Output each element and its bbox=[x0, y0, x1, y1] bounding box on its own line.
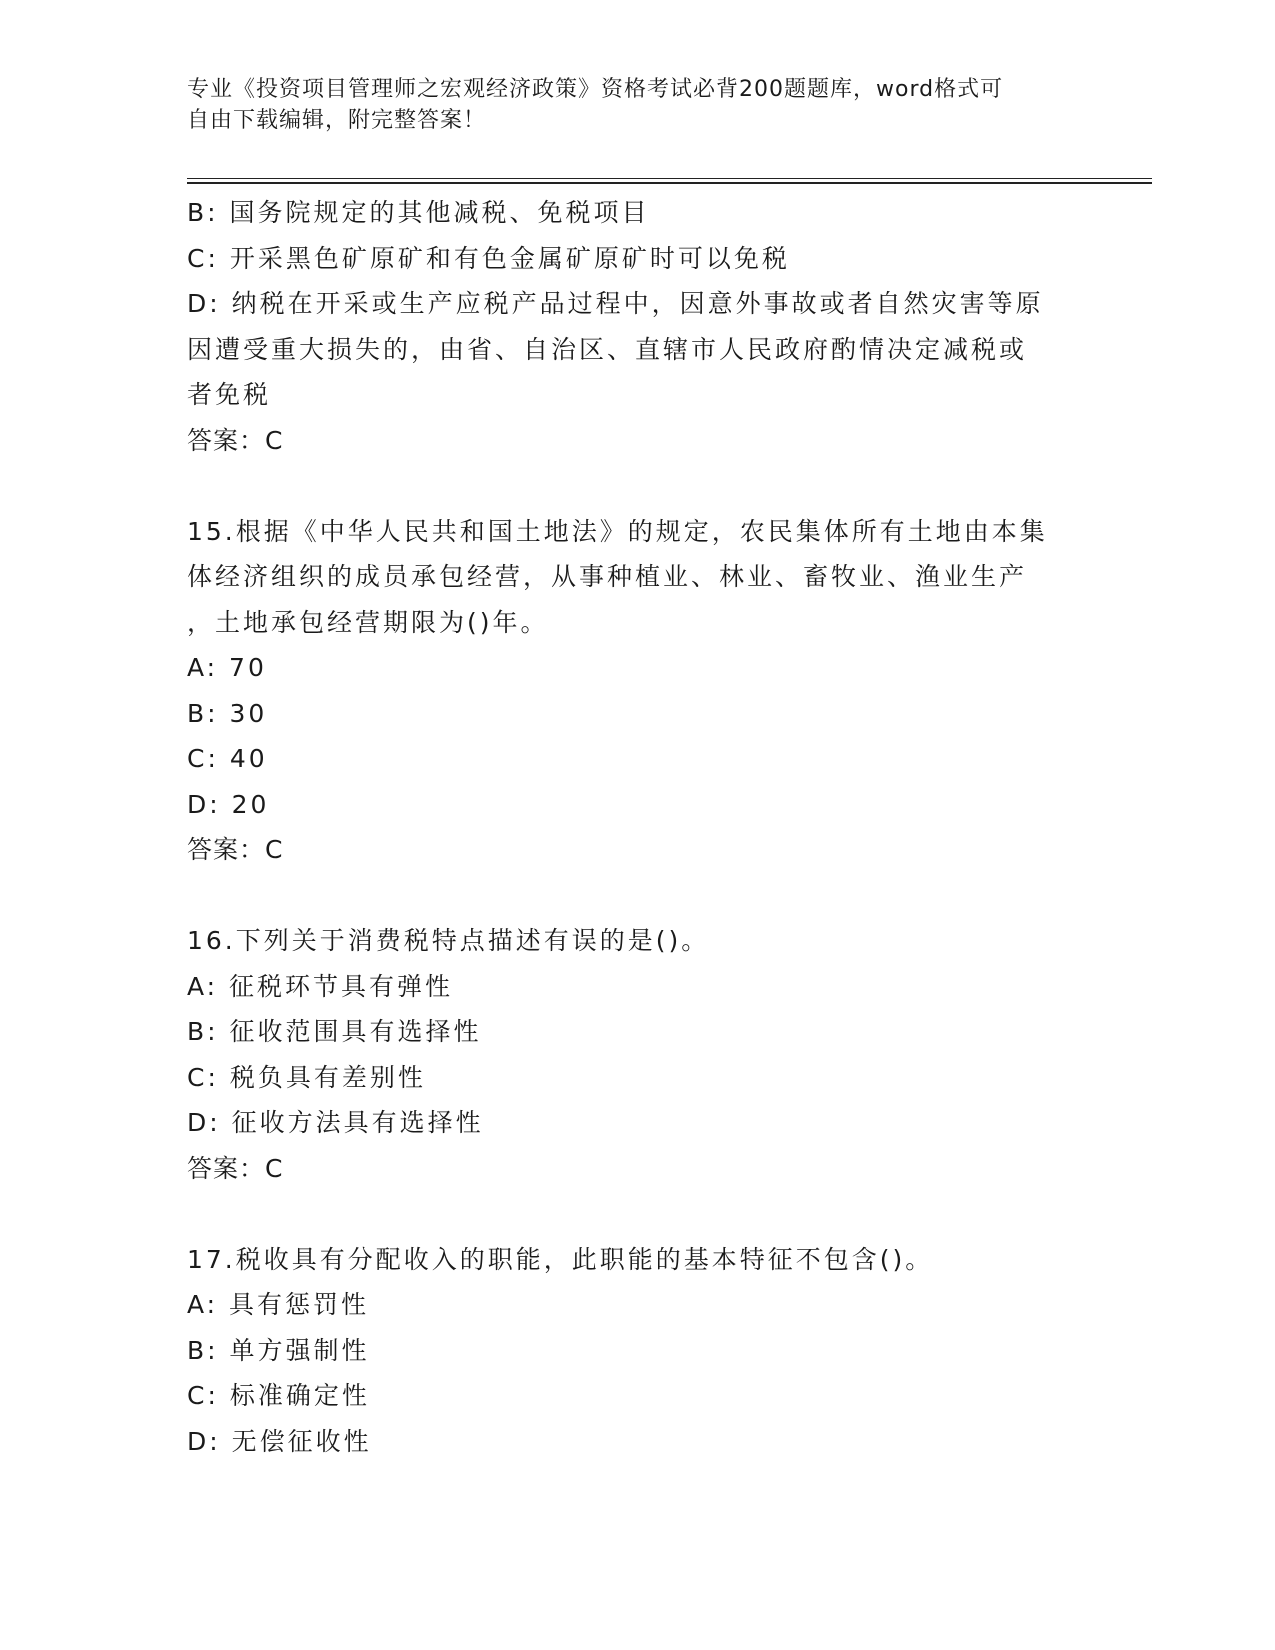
question-stem: 16.下列关于消费税特点描述有误的是()。 bbox=[187, 926, 710, 955]
question-stem-cont: 体经济组织的成员承包经营，从事种植业、林业、畜牧业、渔业生产 bbox=[187, 562, 1028, 591]
answer-line: 答案：C bbox=[187, 425, 284, 455]
question-block-16 bbox=[187, 918, 1087, 1191]
document-header bbox=[187, 74, 1067, 136]
header-line-2: 自由下载编辑，附完整答案！ bbox=[187, 108, 487, 133]
question-list bbox=[187, 190, 1087, 1464]
answer-line: 答案：C bbox=[187, 1153, 284, 1183]
question-block-15 bbox=[187, 509, 1087, 873]
question-stem-cont: ，土地承包经营期限为()年。 bbox=[187, 607, 549, 637]
header-rule-thin bbox=[187, 178, 1152, 179]
question-block-17 bbox=[187, 1237, 1087, 1465]
option-b: B: 国务院规定的其他减税、免税项目 bbox=[187, 198, 650, 227]
answer-line: 答案：C bbox=[187, 835, 284, 864]
question-stem: 15.根据《中华人民共和国土地法》的规定，农民集体所有土地由本集 bbox=[187, 516, 1048, 546]
option-d: D: 征收方法具有选择性 bbox=[187, 1108, 484, 1137]
question-stem: 17.税收具有分配收入的职能，此职能的基本特征不包含()。 bbox=[187, 1244, 934, 1274]
option-b: B: 30 bbox=[187, 698, 268, 728]
option-c: C: 40 bbox=[187, 744, 268, 773]
header-rule-thick bbox=[187, 182, 1152, 184]
option-c: C: 税负具有差别性 bbox=[187, 1062, 426, 1092]
option-a: A: 征税环节具有弹性 bbox=[187, 971, 454, 1001]
option-d: D: 纳税在开采或生产应税产品过程中，因意外事故或者自然灾害等原 bbox=[187, 289, 1044, 318]
option-c: C: 开采黑色矿原矿和有色金属矿原矿时可以免税 bbox=[187, 243, 790, 273]
option-d-cont: 者免税 bbox=[187, 380, 272, 409]
option-b: B: 单方强制性 bbox=[187, 1335, 370, 1365]
header-line-1: 专业《投资项目管理师之宏观经济政策》资格考试必背200题题库，word格式可 bbox=[187, 77, 1004, 102]
option-c: C: 标准确定性 bbox=[187, 1381, 370, 1410]
option-d: D: 20 bbox=[187, 789, 270, 819]
option-d-cont: 因遭受重大损失的，由省、自治区、直辖市人民政府酌情决定减税或 bbox=[187, 334, 1028, 364]
option-a: A: 70 bbox=[187, 653, 267, 682]
option-a: A: 具有惩罚性 bbox=[187, 1290, 370, 1319]
option-d: D: 无偿征收性 bbox=[187, 1426, 372, 1456]
question-block-prev bbox=[187, 190, 1087, 463]
option-b: B: 征收范围具有选择性 bbox=[187, 1017, 482, 1046]
